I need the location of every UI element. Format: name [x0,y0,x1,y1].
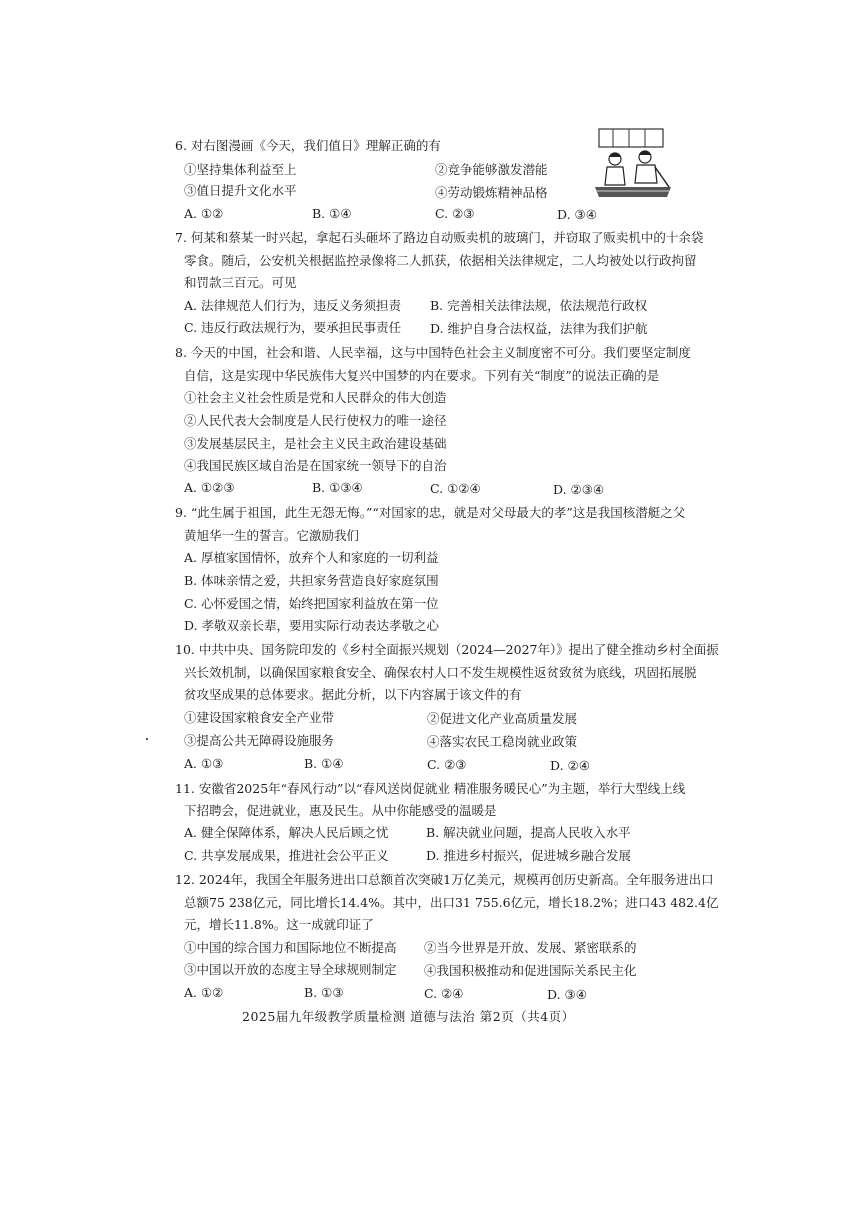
question-12-stem-line-2: 总额75 238亿元，同比增长14.4%。其中，出口31 755.6亿元，增长18.2%；进口43 482.4亿 [184,895,719,910]
q10-choice-d[interactable]: D. ②④ [550,758,590,773]
q6-choice-a[interactable]: A. ①② [184,206,224,221]
q10-choice-c[interactable]: C. ②③ [427,757,467,772]
q9-choice-c[interactable]: C. 心怀爱国之情，始终把国家利益放在第一位 [184,596,439,611]
q12-item-2: ②当今世界是开放、发展、紧密联系的 [424,940,637,955]
question-10-stem-line-2: 兴长效机制，以确保国家粮食安全、确保农村人口不发生规模性返贫致贫为底线，巩固拓展脱 [184,665,697,680]
q8-choice-c[interactable]: C. ①②④ [430,481,481,496]
q8-item-1: ①社会主义社会性质是党和人民群众的伟大创造 [184,390,447,405]
question-7-stem-line-3: 和罚款三百元。可见 [184,275,297,290]
q10-item-1: ①建设国家粮食安全产业带 [184,710,335,725]
q10-item-3: ③提高公共无障碍设施服务 [184,733,335,748]
question-7-stem-line-2: 零食。随后，公安机关根据监控录像将二人抓获，依据相关法律规定，二人均被处以行政拘留 [184,253,697,268]
q12-choice-a[interactable]: A. ①② [184,985,224,1000]
q8-choice-d[interactable]: D. ②③④ [553,482,605,497]
q11-choice-d[interactable]: D. 推进乡村振兴，促进城乡融合发展 [426,848,632,863]
q9-choice-d[interactable]: D. 孝敬双亲长辈，要用实际行动表达孝敬之心 [184,618,440,633]
page-footer: 2025届九年级教学质量检测 道德与法治 第2页（共4页） [242,1009,575,1024]
question-8-stem-line-1: 8. 今天的中国，社会和谐、人民幸福，这与中国特色社会主义制度密不可分。我们要坚定制度 [175,345,691,360]
question-9-stem-line-1: 9. “此生属于祖国，此生无怨无悔。”“对国家的忠，就是对父母最大的孝”这是我国核潜艇之父 [175,505,686,520]
cartoon-students-on-duty-icon [593,127,673,199]
q8-item-2: ②人民代表大会制度是人民行使权力的唯一途径 [184,413,447,428]
q6-choice-b[interactable]: B. ①④ [312,206,352,221]
question-7-stem-line-1: 7. 何某和蔡某一时兴起，拿起石头砸坏了路边自动贩卖机的玻璃门，并窃取了贩卖机中的十余袋 [175,230,704,245]
q12-choice-b[interactable]: B. ①③ [304,985,344,1000]
q7-choice-c[interactable]: C. 违反行政法规行为，要承担民事责任 [184,320,402,335]
q9-choice-a[interactable]: A. 厚植家国情怀，放弃个人和家庭的一切利益 [184,550,439,565]
q8-item-3: ③发展基层民主，是社会主义民主政治建设基础 [184,436,447,451]
q11-choice-a[interactable]: A. 健全保障体系，解决人民后顾之忧 [184,825,389,840]
question-12-stem-line-1: 12. 2024年，我国全年服务进出口总额首次突破1万亿美元，规模再创历史新高。全年服务进出口 [175,872,714,887]
q6-item-2: ②竞争能够激发潜能 [435,162,548,177]
q6-choice-d[interactable]: D. ③④ [557,207,597,222]
q9-choice-b[interactable]: B. 体味亲情之爱，共担家务营造良好家庭氛围 [184,573,439,588]
q8-choice-a[interactable]: A. ①②③ [184,480,235,495]
q12-item-4: ④我国积极推动和促进国际关系民主化 [424,963,637,978]
q10-item-2: ②促进文化产业高质量发展 [427,711,578,726]
q12-item-3: ③中国以开放的态度主导全球规则制定 [184,962,397,977]
question-9-stem-line-2: 黄旭华一生的誓言。它激励我们 [184,528,360,543]
q6-choice-c[interactable]: C. ②③ [435,206,475,221]
question-12-stem-line-3: 元，增长11.8%。这一成就印证了 [184,917,374,932]
question-6-stem: 6. 对右图漫画《今天，我们值日》理解正确的有 [175,138,441,153]
q6-item-1: ①坚持集体利益至上 [184,162,297,177]
q6-item-4: ④劳动锻炼精神品格 [435,185,548,200]
q10-item-4: ④落实农民工稳岗就业政策 [427,734,578,749]
question-11-stem-line-1: 11. 安徽省2025年“春风行动”以“春风送岗促就业 精准服务暖民心”为主题，举行大型线上线 [175,781,686,796]
q7-choice-a[interactable]: A. 法律规范人们行为，违反义务须担责 [184,298,401,313]
q10-choice-a[interactable]: A. ①③ [184,756,224,771]
q8-choice-b[interactable]: B. ①③④ [312,480,363,495]
question-10-stem-line-3: 贫攻坚成果的总体要求。据此分析，以下内容属于该文件的有 [184,687,522,702]
question-11-stem-line-2: 下招聘会，促进就业，惠及民生。从中你能感受的温暖是 [184,803,497,818]
q10-choice-b[interactable]: B. ①④ [304,756,344,771]
q7-choice-b[interactable]: B. 完善相关法律法规，依法规范行政权 [430,298,648,313]
question-10-stem-line-1: 10. 中共中央、国务院印发的《乡村全面振兴规划（2024—2027年）》提出了健全推动乡村全面振 [175,642,719,657]
q7-choice-d[interactable]: D. 维护自身合法权益，法律为我们护航 [430,321,648,336]
q12-choice-d[interactable]: D. ③④ [547,987,587,1002]
q6-item-3: ③值日提升文化水平 [184,183,297,198]
q11-choice-c[interactable]: C. 共享发展成果，推进社会公平正义 [184,848,389,863]
question-8-stem-line-2: 自信，这是实现中华民族伟大复兴中国梦的内在要求。下列有关“制度”的说法正确的是 [184,368,660,383]
q8-item-4: ④我国民族区域自治是在国家统一领导下的自治 [184,458,447,473]
q12-choice-c[interactable]: C. ②④ [424,986,464,1001]
q12-item-1: ①中国的综合国力和国际地位不断提高 [184,940,397,955]
scan-speck [146,738,148,740]
q11-choice-b[interactable]: B. 解决就业问题，提高人民收入水平 [426,825,631,840]
